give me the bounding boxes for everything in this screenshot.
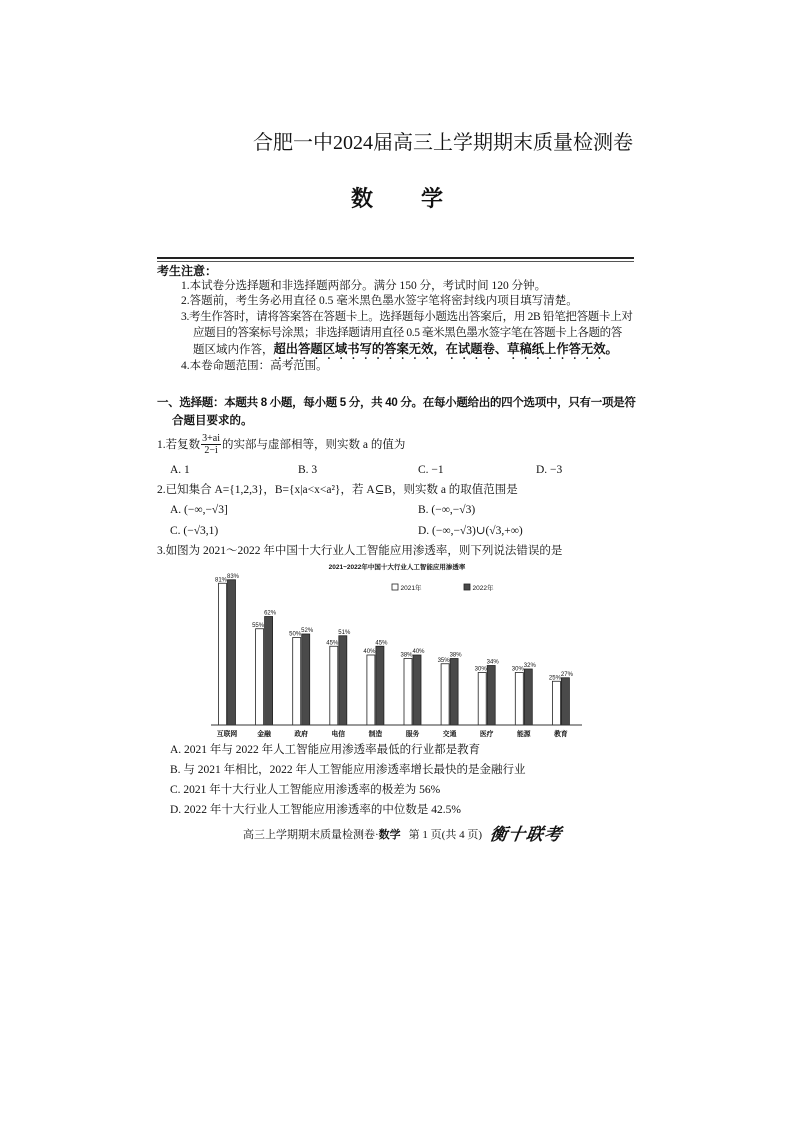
value-number: 45 bbox=[326, 640, 333, 647]
legend-label-2022: 2022年 bbox=[472, 584, 494, 592]
value-suffix: % bbox=[344, 629, 351, 636]
question-1-prefix: 1.若复数 bbox=[157, 439, 201, 451]
fraction-numerator: 3+ai bbox=[202, 432, 220, 444]
bar-series-2-cat-6 bbox=[413, 655, 421, 725]
value-suffix: % bbox=[419, 649, 425, 655]
value-suffix: % bbox=[382, 640, 388, 647]
bar-series-2-cat-10 bbox=[561, 678, 569, 725]
value-number: 25 bbox=[548, 675, 556, 682]
category-label-5: 制造 bbox=[368, 731, 383, 738]
bar-series-2-cat-2 bbox=[265, 617, 273, 726]
question-2-option-a: A. (−∞,−√3] bbox=[170, 504, 228, 516]
bar-series-2-cat-1 bbox=[228, 580, 236, 725]
value-label-series-1-cat-5 bbox=[363, 649, 376, 655]
bar-series-2-cat-9 bbox=[524, 669, 532, 725]
bar-series-1-cat-8 bbox=[478, 673, 486, 726]
value-suffix: % bbox=[481, 666, 487, 673]
value-number: 34 bbox=[486, 659, 494, 666]
bar-series-1-cat-7 bbox=[441, 664, 449, 725]
value-suffix: % bbox=[407, 652, 413, 659]
value-suffix: % bbox=[567, 671, 573, 678]
value-label-series-2-cat-3 bbox=[301, 628, 314, 634]
value-number: 51 bbox=[338, 629, 345, 636]
category-label-3: 政府 bbox=[294, 731, 308, 738]
question-2-stem: 2.已知集合 A={1,2,3}，B={x|a<x<a²}，若 A⊆B，则实数 a 的取值范围是 bbox=[157, 484, 518, 496]
legend-label-2021: 2021年 bbox=[400, 584, 422, 592]
question-3-stem: 3.如图为 2021～2022 年中国十大行业人工智能应用渗透率，则下列说法错误的是 bbox=[157, 545, 563, 557]
bar-series-2-cat-4 bbox=[339, 636, 347, 725]
value-suffix: % bbox=[530, 663, 536, 669]
notice-line-5-text: 题区域内作答， bbox=[193, 344, 274, 356]
value-suffix: % bbox=[456, 652, 462, 659]
bar-series-1-cat-9 bbox=[515, 673, 523, 726]
value-label-series-1-cat-4 bbox=[326, 640, 339, 646]
bar-series-1-cat-10 bbox=[552, 681, 560, 725]
value-label-series-2-cat-8 bbox=[487, 660, 500, 666]
section-heading-line-2: 合题目要求的。 bbox=[172, 415, 253, 427]
category-label-4: 电信 bbox=[331, 731, 346, 738]
value-number: 83 bbox=[226, 573, 234, 580]
value-label-series-1-cat-9 bbox=[512, 667, 525, 673]
category-label-7: 交通 bbox=[442, 731, 457, 738]
value-number: 35 bbox=[437, 657, 445, 664]
value-label-series-2-cat-2 bbox=[264, 611, 277, 617]
value-suffix: % bbox=[295, 631, 302, 638]
notice-emphasis: 超出答题区域书写的答案无效，在试题卷、草稿纸上作答无效。 bbox=[273, 342, 618, 356]
question-1-suffix: 的实部与虚部相等，则实数 a 的值为 bbox=[221, 439, 406, 451]
question-3-option-c: C. 2021 年十大行业人工智能应用渗透率的极差为 56% bbox=[170, 784, 441, 796]
value-suffix: % bbox=[221, 577, 228, 584]
section-heading-line-1: 一、选择题：本题共 8 小题，每小题 5 分，共 40 分。在每小题给出的四个选项中，只有一项是符 bbox=[157, 397, 636, 409]
value-number: 30 bbox=[511, 666, 519, 673]
question-3-option-d: D. 2022 年十大行业人工智能应用渗透率的中位数是 42.5% bbox=[170, 804, 462, 816]
bar-series-1-cat-4 bbox=[330, 646, 338, 725]
chart-title: 2021~2022年中国十大行业人工智能应用渗透率 bbox=[328, 564, 466, 571]
value-label-series-1-cat-2 bbox=[252, 623, 265, 629]
question-1-option-d: D. −3 bbox=[536, 464, 563, 476]
question-1-fraction bbox=[201, 433, 221, 456]
value-label-series-2-cat-6 bbox=[412, 649, 425, 655]
footer-page-info: 第 1 页(共 4 页) bbox=[408, 829, 482, 841]
value-suffix: % bbox=[370, 649, 376, 655]
header-divider bbox=[157, 257, 634, 262]
question-1-option-b: B. 3 bbox=[298, 464, 318, 476]
question-2-option-b: B. (−∞,−√3) bbox=[418, 504, 476, 516]
category-label-2: 金融 bbox=[257, 731, 271, 738]
value-number: 40 bbox=[363, 649, 371, 655]
category-label-8: 医疗 bbox=[479, 731, 494, 738]
bar-series-2-cat-8 bbox=[487, 666, 495, 726]
value-suffix: % bbox=[307, 628, 314, 634]
value-number: 50 bbox=[289, 631, 296, 638]
bar-series-1-cat-5 bbox=[367, 655, 375, 725]
value-number: 27 bbox=[560, 671, 568, 678]
value-number: 81 bbox=[214, 577, 222, 584]
bar-series-1-cat-1 bbox=[219, 583, 227, 725]
notice-line-2: 2.答题前，考生务必用直径 0.5 毫米黑色墨水签字笔将密封线内项目填写清楚。 bbox=[181, 295, 578, 307]
footer bbox=[243, 828, 482, 842]
value-number: 38 bbox=[400, 652, 408, 659]
question-1-option-c: C. −1 bbox=[418, 464, 444, 476]
category-label-9: 能源 bbox=[517, 731, 531, 738]
value-label-series-2-cat-4 bbox=[338, 630, 351, 636]
bar-series-2-cat-5 bbox=[376, 646, 384, 725]
value-number: 52 bbox=[301, 628, 308, 634]
footer-text: 高三上学期期末质量检测卷· bbox=[243, 829, 379, 841]
value-number: 38 bbox=[449, 652, 457, 659]
fraction-denominator: 2−i bbox=[204, 444, 218, 456]
subject-title: 数学 bbox=[351, 186, 492, 211]
value-suffix: % bbox=[258, 622, 265, 629]
value-suffix: % bbox=[444, 657, 450, 664]
value-number: 40 bbox=[412, 649, 420, 655]
question-1-stem bbox=[157, 432, 405, 456]
question-3-option-a: A. 2021 年与 2022 年人工智能应用渗透率最低的行业都是教育 bbox=[170, 744, 481, 756]
value-label-series-2-cat-5 bbox=[375, 640, 388, 646]
bar-chart bbox=[200, 556, 590, 746]
bar-series-1-cat-6 bbox=[404, 659, 412, 726]
value-label-series-1-cat-1 bbox=[215, 577, 228, 583]
bar-series-1-cat-2 bbox=[256, 629, 264, 725]
value-label-series-1-cat-10 bbox=[549, 675, 562, 681]
value-label-series-2-cat-1 bbox=[227, 574, 240, 580]
value-label-series-1-cat-3 bbox=[289, 632, 302, 638]
notice-line-3: 3.考生作答时，请将答案答在答题卡上。选择题每小题选出答案后，用 2B 铅笔把答题卡上对 bbox=[181, 311, 633, 323]
bar-series-2-cat-3 bbox=[302, 634, 310, 725]
value-label-series-2-cat-9 bbox=[524, 663, 537, 669]
legend-swatch-2021 bbox=[392, 584, 398, 590]
bars-layer bbox=[215, 574, 574, 738]
footer-subject: 数学 bbox=[378, 829, 401, 841]
value-label-series-1-cat-7 bbox=[438, 658, 451, 664]
value-label-series-2-cat-10 bbox=[561, 672, 574, 678]
category-label-6: 服务 bbox=[405, 731, 420, 738]
bar-series-2-cat-7 bbox=[450, 659, 458, 726]
value-label-series-1-cat-8 bbox=[475, 667, 488, 673]
notice-line-4: 应题目的答案标号涂黑；非选择题请用直径 0.5 毫米黑色墨水签字笔在答题卡上各题的答 bbox=[193, 327, 622, 339]
value-number: 55 bbox=[252, 622, 259, 629]
value-suffix: % bbox=[270, 610, 277, 617]
value-number: 45 bbox=[375, 640, 383, 647]
bar-series-1-cat-3 bbox=[293, 638, 301, 726]
notice-line-1: 1.本试卷分选择题和非选择题两部分。满分 150 分，考试时间 120 分钟。 bbox=[181, 280, 547, 292]
publisher-logo: 衡十联考 bbox=[488, 825, 564, 844]
value-label-series-2-cat-7 bbox=[450, 653, 463, 659]
value-suffix: % bbox=[555, 675, 561, 682]
value-suffix: % bbox=[332, 640, 339, 647]
value-suffix: % bbox=[233, 573, 240, 580]
value-number: 62 bbox=[264, 610, 271, 617]
notice-line-6: 4.本卷命题范围：高考范围。 bbox=[181, 360, 328, 372]
legend-swatch-2022 bbox=[464, 584, 470, 590]
value-number: 32 bbox=[523, 663, 531, 669]
question-2-option-d: D. (−∞,−√3)∪(√3,+∞) bbox=[418, 525, 523, 537]
value-suffix: % bbox=[518, 666, 524, 673]
notice-heading: 考生注意： bbox=[157, 264, 218, 278]
category-label-1: 互联网 bbox=[216, 731, 238, 738]
question-2-option-c: C. (−√3,1) bbox=[170, 525, 219, 537]
question-3-option-b: B. 与 2021 年相比，2022 年人工智能应用渗透率增长最快的是金融行业 bbox=[170, 764, 526, 776]
exam-title: 合肥一中2024届高三上学期期末质量检测卷 bbox=[253, 132, 633, 154]
value-suffix: % bbox=[493, 659, 499, 666]
question-1-option-a: A. 1 bbox=[170, 464, 190, 476]
value-number: 30 bbox=[474, 666, 482, 673]
category-label-10: 教育 bbox=[554, 731, 568, 738]
value-label-series-1-cat-6 bbox=[400, 653, 413, 659]
